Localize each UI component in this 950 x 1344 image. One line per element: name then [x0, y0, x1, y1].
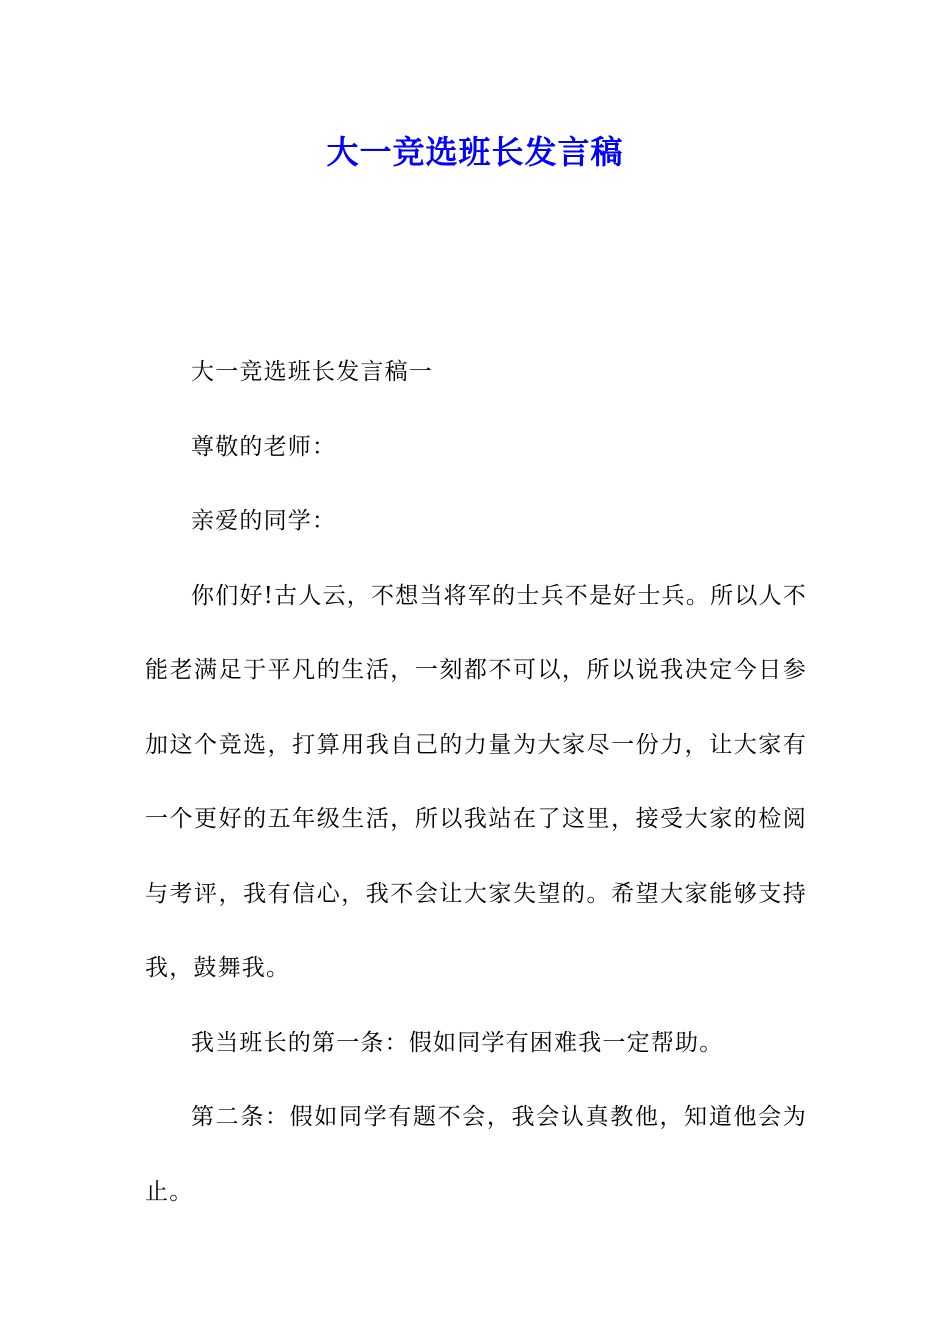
- pledge-first: 我当班长的第一条：假如同学有困难我一定帮助。: [191, 1029, 724, 1056]
- document-body: [145, 335, 807, 1229]
- salutation-classmates: 亲爱的同学：: [191, 508, 337, 534]
- pledge-second: 第二条：假如同学有题不会，我会认真教他，知道他会为止。: [145, 1104, 807, 1205]
- body-paragraph: 你们好!古人云，不想当将军的士兵不是好士兵。所以人不能老满足于平凡的生活，一刻都不可以，所以说我决定今日参加这个竞选，打算用我自己的力量为大家尽一份力，让大家有一个更好的五年级生活，所以我站在了这里，接受大家的检阅与考评，我有信心，我不会让大家失望的。希望大家能够支持我，鼓舞我。: [145, 582, 807, 981]
- document-title: 大一竞选班长发言稿: [326, 133, 624, 171]
- salutation-teachers: 尊敬的老师：: [191, 433, 337, 460]
- section-heading: 大一竞选班长发言稿一: [191, 359, 433, 385]
